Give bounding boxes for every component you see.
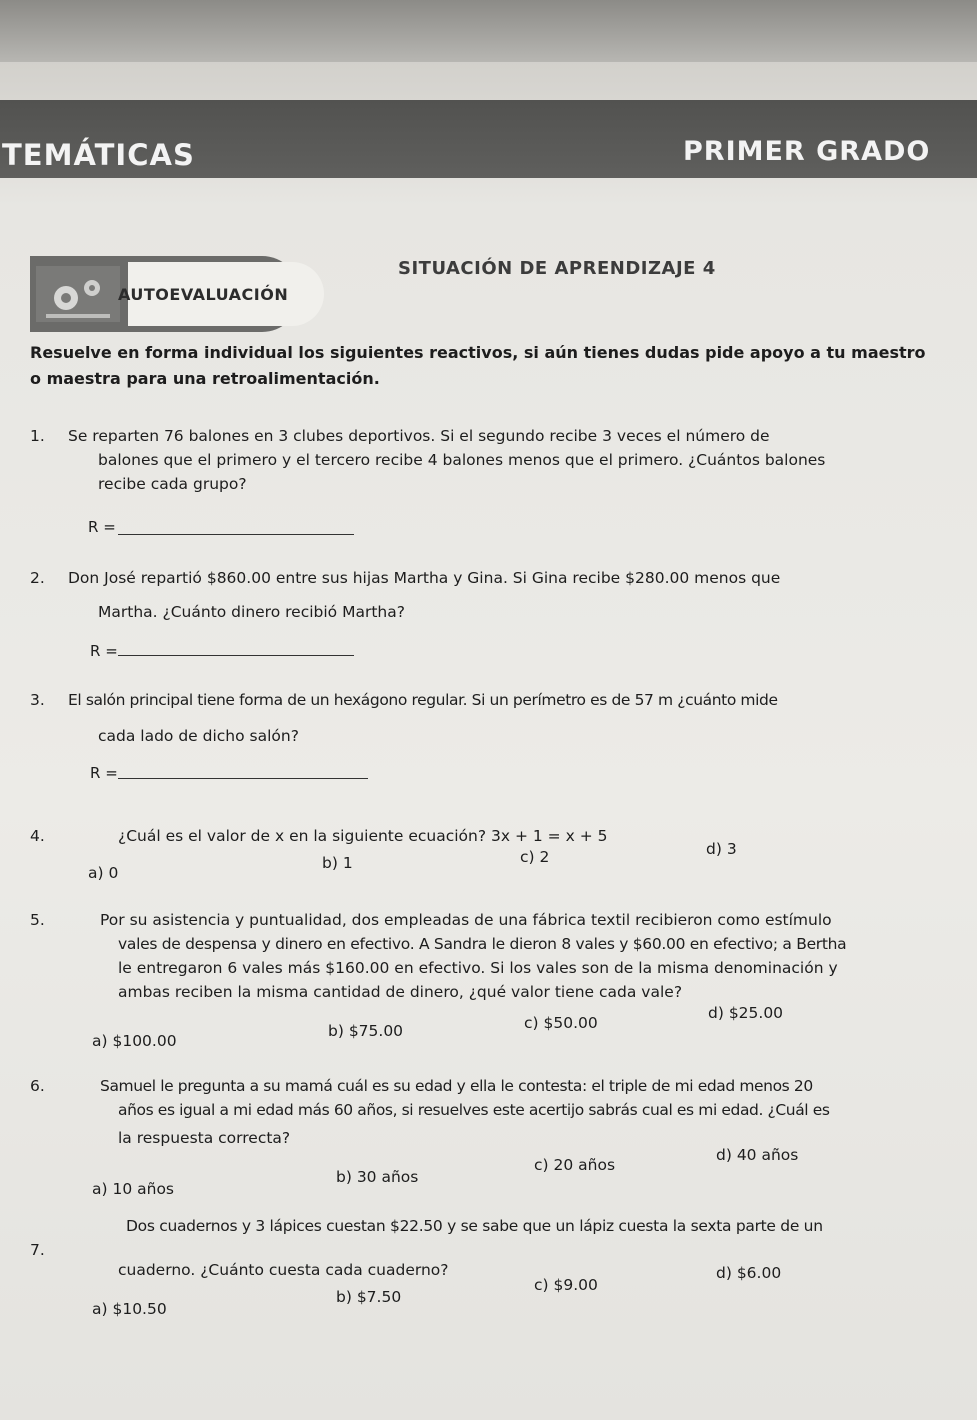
header-bar bbox=[0, 100, 977, 178]
question-text: la respuesta correcta? bbox=[118, 1129, 291, 1147]
question-text: Samuel le pregunta a su mamá cuál es su edad y ella le contesta: el triple de mi edad menos 20 bbox=[100, 1077, 813, 1095]
question-text: Dos cuadernos y 3 lápices cuestan $22.50 y se sabe que un lápiz cuesta la sexta parte de un bbox=[126, 1217, 823, 1235]
option-c[interactable]: c) $50.00 bbox=[524, 1014, 598, 1032]
question-2 bbox=[30, 566, 880, 624]
question-number: 5. bbox=[30, 911, 45, 929]
option-a[interactable]: a) $10.50 bbox=[92, 1300, 167, 1318]
option-b[interactable]: b) 1 bbox=[322, 854, 353, 872]
question-text: Se reparten 76 balones en 3 clubes deportivos. Si el segundo recibe 3 veces el número de bbox=[68, 427, 770, 445]
option-c[interactable]: c) 20 años bbox=[534, 1156, 616, 1174]
answer-blank[interactable] bbox=[118, 778, 368, 779]
question-3 bbox=[30, 688, 880, 748]
answer-label: R = bbox=[88, 518, 116, 536]
answer-blank[interactable] bbox=[118, 655, 354, 656]
option-d[interactable]: d) 3 bbox=[706, 840, 737, 858]
section-title: SITUACIÓN DE APRENDIZAJE 4 bbox=[398, 258, 716, 279]
question-text: ambas reciben la misma cantidad de dinero, ¿qué valor tiene cada vale? bbox=[118, 983, 683, 1001]
gears-icon bbox=[36, 266, 120, 322]
question-text: cuaderno. ¿Cuánto cuesta cada cuaderno? bbox=[118, 1261, 449, 1279]
question-number: 3. bbox=[30, 691, 45, 709]
instructions bbox=[30, 340, 926, 392]
answer-label: R = bbox=[90, 764, 118, 782]
question-number: 6. bbox=[30, 1077, 45, 1095]
question-1 bbox=[30, 424, 880, 496]
badge-label: AUTOEVALUACIÓN bbox=[118, 285, 289, 304]
question-6 bbox=[30, 1074, 880, 1150]
question-text: cada lado de dicho salón? bbox=[98, 727, 299, 745]
question-text: años es igual a mi edad más 60 años, si resuelves este acertijo sabrás cual es mi edad. ¿Cuál es bbox=[118, 1101, 830, 1119]
question-text: vales de despensa y dinero en efectivo. A Sandra le dieron 8 vales y $60.00 en efectivo; a Bertha bbox=[118, 935, 847, 953]
question-text: le entregaron 6 vales más $160.00 en efectivo. Si los vales son de la misma denominación y bbox=[118, 959, 838, 977]
option-b[interactable]: b) 30 años bbox=[336, 1168, 419, 1186]
question-text: balones que el primero y el tercero recibe 4 balones menos que el primero. ¿Cuántos balones bbox=[98, 451, 826, 469]
option-a[interactable]: a) 0 bbox=[88, 864, 119, 882]
question-number: 4. bbox=[30, 827, 45, 845]
answer-label: R = bbox=[90, 642, 118, 660]
option-d[interactable]: d) $6.00 bbox=[716, 1264, 782, 1282]
question-number: 2. bbox=[30, 569, 45, 587]
question-4 bbox=[30, 824, 880, 848]
option-a[interactable]: a) $100.00 bbox=[92, 1032, 177, 1050]
question-5 bbox=[30, 908, 880, 1004]
header-subject: TEMÁTICAS bbox=[2, 138, 195, 172]
header-grade: PRIMER GRADO bbox=[683, 136, 931, 167]
question-number: 1. bbox=[30, 427, 45, 445]
option-d[interactable]: d) 40 años bbox=[716, 1146, 799, 1164]
question-text: El salón principal tiene forma de un hexágono regular. Si un perímetro es de 57 m ¿cuánto mide bbox=[68, 691, 778, 709]
question-text: Por su asistencia y puntualidad, dos empleadas de una fábrica textil recibieron como estímulo bbox=[100, 911, 832, 929]
option-a[interactable]: a) 10 años bbox=[92, 1180, 175, 1198]
question-number: 7. bbox=[30, 1241, 45, 1259]
option-c[interactable]: c) 2 bbox=[520, 848, 550, 866]
instructions-line: Resuelve en forma individual los siguientes reactivos, si aún tienes dudas pide apoyo a tu maestro bbox=[30, 343, 926, 362]
question-text: recibe cada grupo? bbox=[98, 475, 247, 493]
option-c[interactable]: c) $9.00 bbox=[534, 1276, 598, 1294]
option-b[interactable]: b) $7.50 bbox=[336, 1288, 402, 1306]
option-b[interactable]: b) $75.00 bbox=[328, 1022, 404, 1040]
question-text: ¿Cuál es el valor de x en la siguiente ecuación? 3x + 1 = x + 5 bbox=[118, 827, 608, 845]
question-text: Martha. ¿Cuánto dinero recibió Martha? bbox=[98, 603, 405, 621]
instructions-line: o maestra para una retroalimentación. bbox=[30, 369, 380, 388]
question-text: Don José repartió $860.00 entre sus hijas Martha y Gina. Si Gina recibe $280.00 menos que bbox=[68, 569, 781, 587]
top-shadow-band bbox=[0, 0, 977, 62]
answer-blank[interactable] bbox=[118, 534, 354, 535]
option-d[interactable]: d) $25.00 bbox=[708, 1004, 784, 1022]
